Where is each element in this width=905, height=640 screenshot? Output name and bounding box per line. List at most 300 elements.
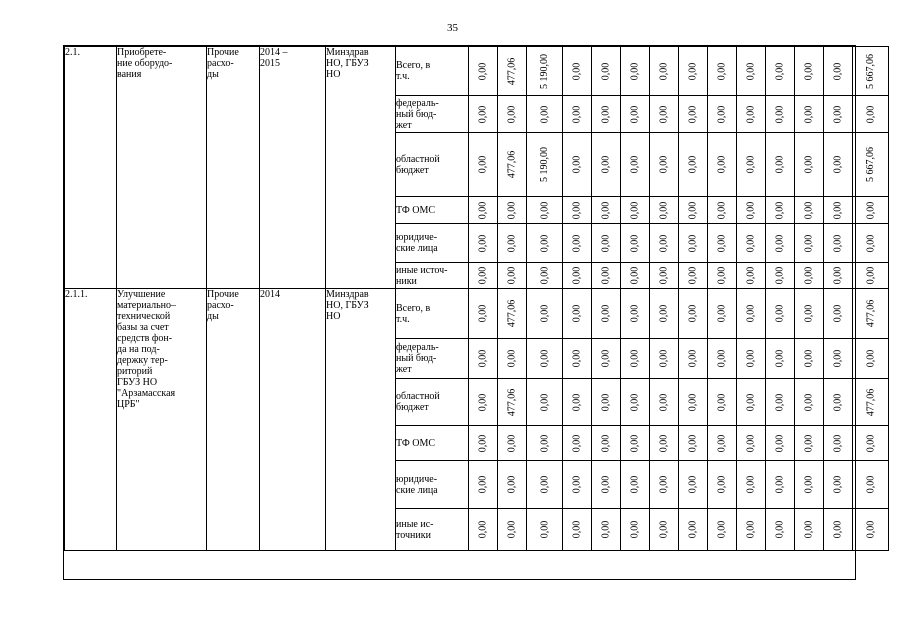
- value-text: 0,00: [600, 434, 612, 452]
- value-text: 0,00: [539, 434, 550, 452]
- funding-source: областной бюджет: [396, 133, 469, 197]
- value-cell: [592, 379, 621, 426]
- value-text: 0,00: [832, 234, 844, 252]
- expense-type: Прочие расхо- ды: [207, 289, 260, 551]
- value-text: 0,00: [687, 393, 699, 411]
- value-cell: [650, 96, 679, 133]
- value-cell: [650, 224, 679, 263]
- value-text: 0,00: [832, 393, 844, 411]
- value-text: 0,00: [539, 234, 550, 252]
- funding-source: иные ис- точники: [396, 509, 469, 551]
- value-text: 0,00: [865, 349, 876, 368]
- value-cell: [708, 509, 737, 551]
- value-text: 0,00: [539, 349, 550, 368]
- value-text: 0,00: [687, 105, 699, 123]
- funding-source: Всего, в т.ч.: [396, 289, 469, 339]
- value-cell: [498, 289, 527, 339]
- value-cell: [621, 339, 650, 379]
- value-text: 0,00: [865, 266, 876, 285]
- value-text: 5 190,00: [539, 147, 550, 182]
- value-text: 0,00: [600, 234, 612, 252]
- value-cell: [737, 96, 766, 133]
- value-text: 0,00: [774, 266, 786, 285]
- funding-source: ТФ ОМС: [396, 197, 469, 224]
- value-cell: [621, 263, 650, 289]
- value-cell: [853, 426, 889, 461]
- value-cell: [498, 96, 527, 133]
- value-cell: [650, 263, 679, 289]
- value-text: 0,00: [600, 266, 612, 285]
- value-text: 0,00: [687, 304, 699, 323]
- value-text: 0,00: [477, 349, 489, 368]
- value-text: 0,00: [571, 304, 583, 323]
- value-cell: [824, 96, 853, 133]
- value-text: 0,00: [687, 266, 699, 285]
- value-cell: [737, 339, 766, 379]
- value-text: 0,00: [774, 349, 786, 368]
- value-cell: [824, 289, 853, 339]
- value-cell: [498, 339, 527, 379]
- executor: Минздрав НО, ГБУЗ НО: [326, 289, 396, 551]
- value-cell: [708, 426, 737, 461]
- value-cell: [853, 224, 889, 263]
- value-text: 477,06: [506, 57, 518, 85]
- value-text: 0,00: [629, 349, 641, 368]
- measure-name: Приобрете- ние оборудо- вания: [117, 47, 207, 289]
- value-text: 0,00: [539, 105, 550, 123]
- value-text: 0,00: [600, 520, 612, 539]
- value-cell: [592, 47, 621, 96]
- value-text: 0,00: [865, 475, 876, 494]
- value-text: 0,00: [629, 155, 641, 174]
- value-cell: [621, 47, 650, 96]
- value-text: 0,00: [832, 62, 844, 80]
- value-cell: [824, 426, 853, 461]
- value-cell: [650, 289, 679, 339]
- value-text: 0,00: [629, 520, 641, 539]
- value-cell: [650, 133, 679, 197]
- value-text: 0,00: [571, 62, 583, 80]
- value-cell: [621, 509, 650, 551]
- value-cell: [498, 509, 527, 551]
- value-text: 0,00: [716, 304, 728, 323]
- value-cell: [679, 133, 708, 197]
- value-cell: [469, 133, 498, 197]
- value-text: 0,00: [774, 434, 786, 452]
- value-text: 0,00: [803, 304, 815, 323]
- value-cell: [527, 379, 563, 426]
- value-text: 0,00: [658, 105, 670, 123]
- value-text: 5 190,00: [539, 53, 550, 89]
- value-text: 477,06: [865, 299, 876, 328]
- value-text: 0,00: [716, 234, 728, 252]
- value-text: 0,00: [600, 304, 612, 323]
- value-cell: [737, 197, 766, 224]
- value-cell: [592, 339, 621, 379]
- value-cell: [795, 133, 824, 197]
- period: 2014 – 2015: [260, 47, 326, 289]
- value-cell: [563, 339, 592, 379]
- value-cell: [527, 509, 563, 551]
- value-cell: [498, 224, 527, 263]
- value-text: 0,00: [774, 304, 786, 323]
- value-cell: [737, 461, 766, 509]
- value-text: 0,00: [600, 475, 612, 494]
- value-text: 0,00: [506, 520, 518, 539]
- value-text: 0,00: [803, 520, 815, 539]
- value-cell: [498, 461, 527, 509]
- funding-source: юридиче- ские лица: [396, 461, 469, 509]
- value-cell: [708, 379, 737, 426]
- value-cell: [824, 133, 853, 197]
- value-cell: [795, 96, 824, 133]
- value-text: 0,00: [477, 304, 489, 323]
- value-text: 0,00: [477, 105, 489, 123]
- value-cell: [708, 197, 737, 224]
- value-cell: [527, 426, 563, 461]
- value-text: 477,06: [865, 388, 876, 416]
- value-cell: [469, 224, 498, 263]
- value-cell: [708, 461, 737, 509]
- value-cell: [592, 133, 621, 197]
- value-cell: [469, 96, 498, 133]
- value-cell: [592, 96, 621, 133]
- value-cell: [679, 509, 708, 551]
- value-cell: [766, 461, 795, 509]
- value-text: 0,00: [803, 105, 815, 123]
- value-text: 0,00: [687, 349, 699, 368]
- page-number: 35: [447, 22, 458, 34]
- value-text: 0,00: [571, 201, 583, 219]
- value-cell: [766, 379, 795, 426]
- value-cell: [527, 224, 563, 263]
- value-text: 0,00: [600, 349, 612, 368]
- value-cell: [469, 197, 498, 224]
- value-cell: [592, 461, 621, 509]
- value-cell: [853, 96, 889, 133]
- value-cell: [708, 339, 737, 379]
- value-cell: [592, 426, 621, 461]
- value-text: 0,00: [571, 520, 583, 539]
- value-text: 0,00: [629, 393, 641, 411]
- value-text: 0,00: [832, 349, 844, 368]
- value-cell: [527, 133, 563, 197]
- value-cell: [795, 379, 824, 426]
- value-text: 0,00: [716, 155, 728, 174]
- value-cell: [592, 289, 621, 339]
- value-cell: [824, 509, 853, 551]
- value-text: 0,00: [477, 393, 489, 411]
- value-cell: [650, 197, 679, 224]
- value-text: 0,00: [716, 201, 728, 219]
- value-text: 0,00: [774, 234, 786, 252]
- value-text: 0,00: [716, 475, 728, 494]
- value-cell: [563, 426, 592, 461]
- value-cell: [737, 289, 766, 339]
- value-cell: [592, 263, 621, 289]
- value-text: 0,00: [832, 266, 844, 285]
- value-cell: [708, 224, 737, 263]
- value-cell: [469, 379, 498, 426]
- value-cell: [527, 263, 563, 289]
- value-text: 0,00: [774, 201, 786, 219]
- value-cell: [563, 224, 592, 263]
- value-cell: [737, 509, 766, 551]
- value-text: 477,06: [506, 150, 518, 179]
- value-cell: [853, 197, 889, 224]
- executor: Минздрав НО, ГБУЗ НО: [326, 47, 396, 289]
- measure-name: Улучшение материально– технической базы за счет средств фон- да на под- держку тер- риторий ГБУЗ НО "Арзамасская ЦРБ": [117, 289, 207, 551]
- value-text: 0,00: [745, 475, 757, 494]
- value-cell: [469, 339, 498, 379]
- value-text: 0,00: [745, 201, 757, 219]
- value-cell: [824, 197, 853, 224]
- value-text: 0,00: [477, 201, 489, 219]
- value-cell: [824, 379, 853, 426]
- value-text: 0,00: [539, 304, 550, 323]
- value-text: 0,00: [803, 201, 815, 219]
- value-text: 0,00: [600, 155, 612, 174]
- value-text: 0,00: [716, 393, 728, 411]
- value-cell: [650, 339, 679, 379]
- value-cell: [679, 461, 708, 509]
- value-cell: [708, 263, 737, 289]
- value-text: 0,00: [774, 475, 786, 494]
- value-text: 0,00: [571, 393, 583, 411]
- funding-source: федераль- ный бюд- жет: [396, 96, 469, 133]
- value-cell: [853, 339, 889, 379]
- value-cell: [708, 289, 737, 339]
- value-cell: [679, 379, 708, 426]
- value-text: 0,00: [658, 304, 670, 323]
- value-text: 0,00: [716, 520, 728, 539]
- value-cell: [563, 289, 592, 339]
- value-text: 0,00: [832, 105, 844, 123]
- value-cell: [853, 263, 889, 289]
- value-text: 0,00: [832, 520, 844, 539]
- value-cell: [853, 379, 889, 426]
- table-row: [65, 47, 889, 96]
- value-cell: [621, 289, 650, 339]
- value-text: 0,00: [600, 393, 612, 411]
- value-text: 0,00: [629, 475, 641, 494]
- value-cell: [766, 263, 795, 289]
- value-text: 0,00: [716, 105, 728, 123]
- value-text: 477,06: [506, 388, 518, 416]
- budget-table: [64, 46, 889, 551]
- value-text: 0,00: [832, 434, 844, 452]
- value-cell: [737, 379, 766, 426]
- value-cell: [795, 339, 824, 379]
- value-text: 0,00: [803, 155, 815, 174]
- value-text: 0,00: [803, 266, 815, 285]
- value-cell: [498, 263, 527, 289]
- value-cell: [498, 47, 527, 96]
- value-cell: [824, 263, 853, 289]
- value-text: 0,00: [803, 434, 815, 452]
- value-text: 0,00: [629, 266, 641, 285]
- value-text: 0,00: [687, 62, 699, 80]
- value-cell: [795, 197, 824, 224]
- value-cell: [766, 289, 795, 339]
- value-text: 0,00: [716, 349, 728, 368]
- table-row: [65, 289, 889, 339]
- value-text: 0,00: [865, 434, 876, 452]
- value-text: 0,00: [571, 475, 583, 494]
- value-text: 0,00: [658, 201, 670, 219]
- value-text: 0,00: [506, 105, 518, 123]
- value-cell: [679, 197, 708, 224]
- value-cell: [650, 47, 679, 96]
- value-text: 0,00: [629, 105, 641, 123]
- value-cell: [563, 461, 592, 509]
- value-text: 0,00: [658, 434, 670, 452]
- value-text: 0,00: [658, 349, 670, 368]
- value-text: 0,00: [629, 234, 641, 252]
- value-text: 0,00: [600, 105, 612, 123]
- value-text: 0,00: [506, 234, 518, 252]
- value-cell: [708, 133, 737, 197]
- value-cell: [853, 509, 889, 551]
- value-cell: [795, 426, 824, 461]
- value-cell: [621, 461, 650, 509]
- value-cell: [592, 509, 621, 551]
- value-cell: [824, 461, 853, 509]
- value-text: 0,00: [477, 266, 489, 285]
- value-text: 0,00: [658, 155, 670, 174]
- value-cell: [853, 461, 889, 509]
- value-cell: [563, 509, 592, 551]
- value-cell: [498, 379, 527, 426]
- value-cell: [766, 197, 795, 224]
- value-text: 0,00: [865, 234, 876, 252]
- value-text: 0,00: [865, 201, 876, 219]
- value-cell: [621, 133, 650, 197]
- value-cell: [498, 197, 527, 224]
- value-text: 0,00: [477, 434, 489, 452]
- value-text: 0,00: [745, 520, 757, 539]
- value-cell: [469, 509, 498, 551]
- value-cell: [469, 263, 498, 289]
- row-number: 2.1.1.: [65, 289, 117, 551]
- value-cell: [498, 133, 527, 197]
- value-text: 0,00: [687, 234, 699, 252]
- value-text: 0,00: [745, 266, 757, 285]
- value-text: 0,00: [600, 201, 612, 219]
- value-cell: [795, 263, 824, 289]
- value-text: 0,00: [477, 62, 489, 80]
- value-cell: [621, 197, 650, 224]
- value-cell: [766, 509, 795, 551]
- value-cell: [650, 461, 679, 509]
- value-text: 0,00: [658, 62, 670, 80]
- value-cell: [621, 96, 650, 133]
- value-cell: [563, 96, 592, 133]
- value-cell: [679, 426, 708, 461]
- value-text: 0,00: [803, 475, 815, 494]
- value-text: 0,00: [506, 266, 518, 285]
- value-cell: [679, 224, 708, 263]
- value-text: 0,00: [716, 62, 728, 80]
- value-cell: [795, 289, 824, 339]
- value-text: 0,00: [774, 105, 786, 123]
- value-text: 0,00: [629, 62, 641, 80]
- value-text: 0,00: [600, 62, 612, 80]
- funding-source: Всего, в т.ч.: [396, 47, 469, 96]
- value-text: 0,00: [803, 393, 815, 411]
- value-text: 0,00: [539, 520, 550, 539]
- value-cell: [679, 263, 708, 289]
- value-text: 0,00: [687, 475, 699, 494]
- expense-type: Прочие расхо- ды: [207, 47, 260, 289]
- value-cell: [498, 426, 527, 461]
- value-text: 0,00: [571, 434, 583, 452]
- value-cell: [795, 47, 824, 96]
- value-text: 0,00: [745, 349, 757, 368]
- funding-source: областной бюджет: [396, 379, 469, 426]
- value-cell: [563, 133, 592, 197]
- value-cell: [795, 224, 824, 263]
- value-cell: [679, 289, 708, 339]
- value-cell: [824, 339, 853, 379]
- value-cell: [469, 461, 498, 509]
- value-text: 0,00: [629, 304, 641, 323]
- value-text: 0,00: [687, 155, 699, 174]
- value-cell: [650, 426, 679, 461]
- value-cell: [650, 509, 679, 551]
- value-cell: [737, 426, 766, 461]
- value-cell: [469, 47, 498, 96]
- value-cell: [650, 379, 679, 426]
- value-text: 0,00: [832, 155, 844, 174]
- value-cell: [563, 379, 592, 426]
- value-text: 0,00: [774, 520, 786, 539]
- value-cell: [527, 289, 563, 339]
- table-body: [65, 47, 889, 551]
- value-text: 0,00: [539, 201, 550, 219]
- value-text: 0,00: [506, 201, 518, 219]
- value-cell: [527, 197, 563, 224]
- value-text: 0,00: [571, 266, 583, 285]
- value-text: 477,06: [506, 299, 518, 328]
- value-cell: [621, 426, 650, 461]
- value-cell: [737, 47, 766, 96]
- value-cell: [527, 339, 563, 379]
- value-cell: [679, 96, 708, 133]
- value-text: 0,00: [658, 520, 670, 539]
- value-text: 0,00: [774, 62, 786, 80]
- value-text: 0,00: [571, 234, 583, 252]
- value-text: 0,00: [506, 434, 518, 452]
- value-cell: [853, 133, 889, 197]
- value-text: 0,00: [506, 475, 518, 494]
- value-text: 0,00: [716, 266, 728, 285]
- value-text: 0,00: [865, 105, 876, 123]
- value-text: 0,00: [687, 434, 699, 452]
- funding-source: ТФ ОМС: [396, 426, 469, 461]
- value-text: 0,00: [803, 349, 815, 368]
- value-cell: [527, 461, 563, 509]
- value-cell: [853, 289, 889, 339]
- value-cell: [679, 47, 708, 96]
- value-text: 0,00: [745, 304, 757, 323]
- value-text: 0,00: [658, 234, 670, 252]
- value-cell: [766, 133, 795, 197]
- value-cell: [766, 339, 795, 379]
- value-text: 0,00: [571, 155, 583, 174]
- value-text: 0,00: [745, 393, 757, 411]
- value-cell: [563, 263, 592, 289]
